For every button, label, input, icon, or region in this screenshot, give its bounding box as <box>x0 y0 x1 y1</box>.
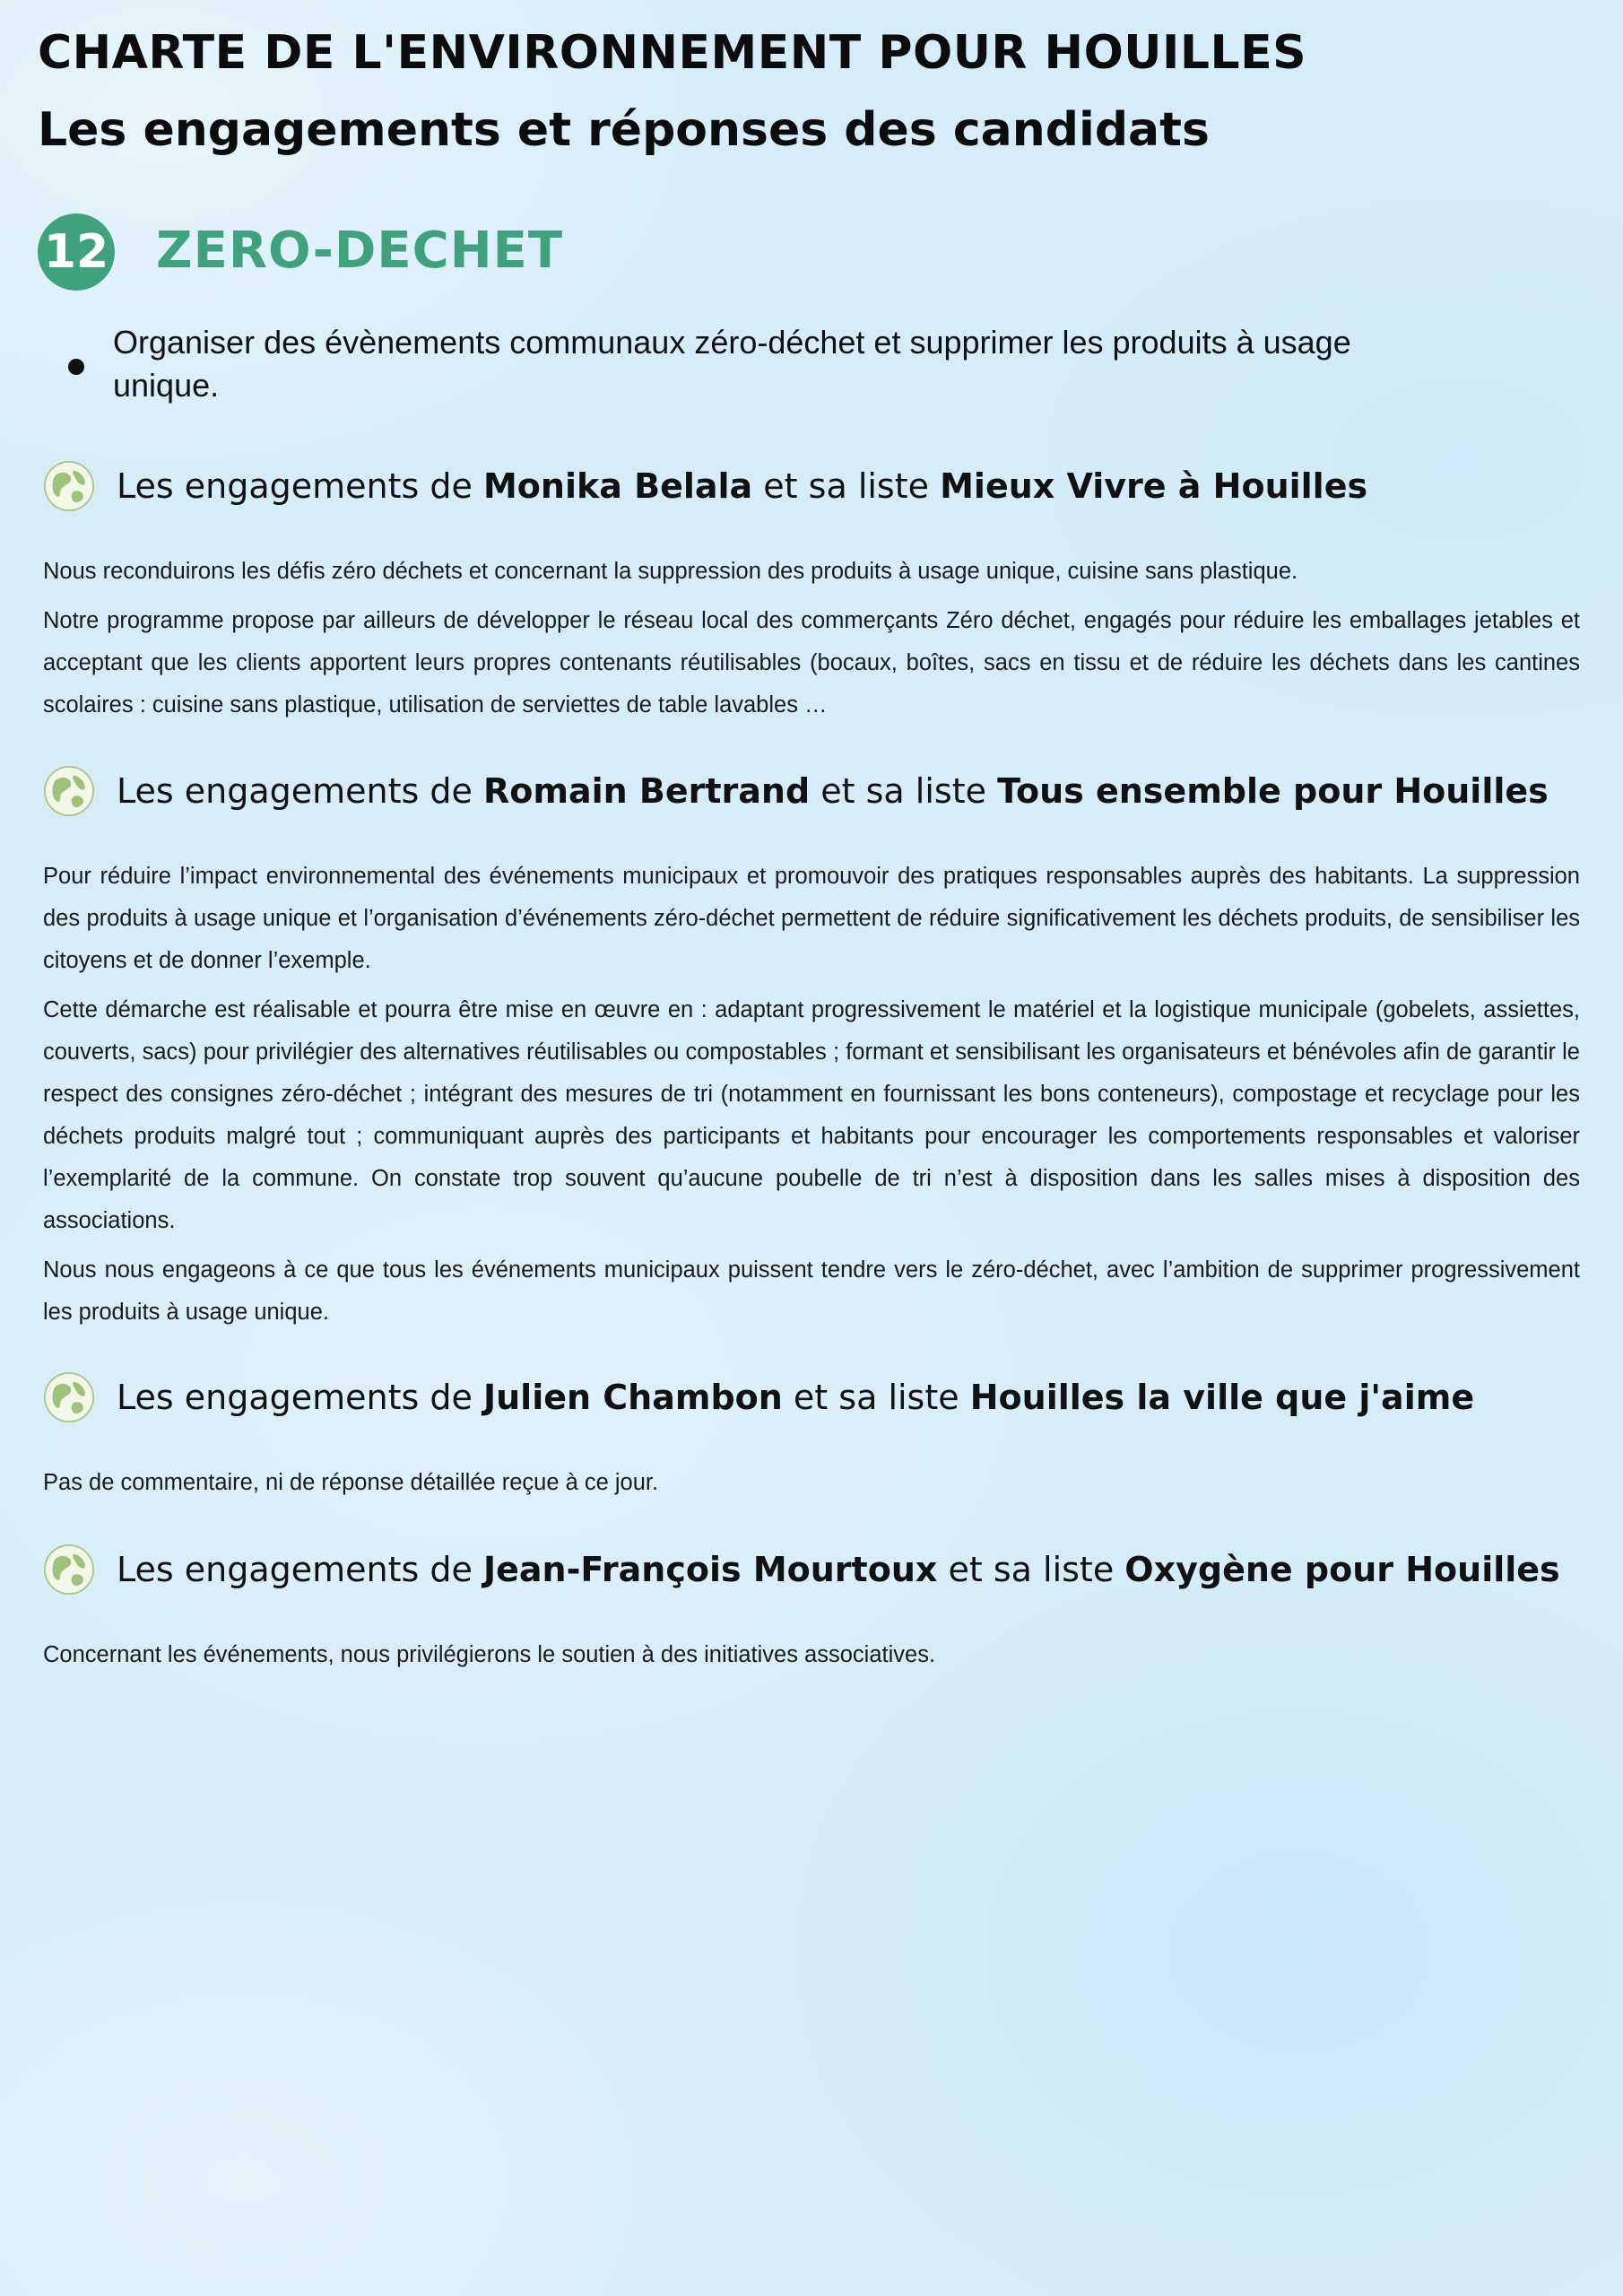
candidate-list-name: Houilles la ville que j'aime <box>969 1378 1475 1417</box>
section-number-badge: 12 <box>38 213 115 291</box>
heading-prefix: Les engagements de <box>117 1550 473 1589</box>
candidate-block-mourtoux <box>43 1541 1580 1683</box>
response-paragraph: Pas de commentaire, ni de réponse détaillée reçue à ce jour. <box>43 1470 659 1495</box>
response-paragraph: Notre programme propose par ailleurs de développer le réseau local des commerçants Zéro déchet, engagés pour réduire les emballages jetables et acceptant que les clients apportent leurs propres contenants réutilisables (bocaux, boîtes, sacs en tissu et de réduire les déchets dans les cantines scolaires : cuisine sans plastique, utilisation de serviettes de table lavables … <box>43 608 1580 718</box>
candidate-response <box>43 856 1580 1334</box>
candidate-name: Monika Belala <box>482 466 753 506</box>
objective-text: Organiser des évènements communaux zéro-déchet et supprimer les produits à usage unique. <box>113 324 1351 404</box>
heading-connector: et sa liste <box>948 1550 1115 1589</box>
candidate-response <box>43 1634 1580 1676</box>
candidate-block-chambon <box>43 1369 1580 1511</box>
section-title: ZERO-DECHET <box>156 222 564 280</box>
response-paragraph: Cette démarche est réalisable et pourra être mise en œuvre en : adaptant progressivement le matériel et la logistique municipale (gobelets, assiettes, couverts, sacs) pour privilégier des alternatives réutilisables ou compostables ; formant et sensibilisant les organisateurs et bénévoles afin de garantir le respect des consignes zéro-déchet ; intégrant des mesures de tri (notamment en fournissant les bons conteneurs), compostage et recyclage pour les déchets produits malgré tout ; communiquant auprès des participants et habitants pour encourager les comportements responsables et valoriser l’exemplarité de la commune. On constate trop souvent qu’aucune poubelle de tri n’est à disposition dans les salles mises à disposition des associations. <box>43 997 1580 1233</box>
globe-icon <box>43 1371 95 1423</box>
globe-icon <box>43 765 95 817</box>
document-subtitle: Les engagements et réponses des candidats <box>38 103 1210 157</box>
candidate-heading <box>117 762 1549 820</box>
response-paragraph: Nous reconduirons les défis zéro déchets et concernant la suppression des produits à usage unique, cuisine sans plastique. <box>43 559 1298 584</box>
document-title: CHARTE DE L'ENVIRONNEMENT POUR HOUILLES <box>38 26 1307 80</box>
objective-item <box>68 321 1395 407</box>
candidate-heading <box>117 1369 1474 1426</box>
candidate-block-bertrand <box>43 762 1580 1341</box>
heading-connector: et sa liste <box>793 1378 959 1417</box>
candidate-response <box>43 1462 1580 1504</box>
candidate-heading-row <box>43 457 1580 515</box>
candidate-name: Jean-François Mourtoux <box>482 1550 938 1589</box>
candidate-list-name: Mieux Vivre à Houilles <box>940 466 1368 506</box>
candidate-heading-row <box>43 1369 1580 1426</box>
heading-connector: et sa liste <box>763 466 930 506</box>
candidate-list-name: Tous ensemble pour Houilles <box>997 771 1549 811</box>
candidate-block-belala <box>43 457 1580 734</box>
heading-prefix: Les engagements de <box>117 466 473 506</box>
candidate-heading <box>117 1541 1560 1598</box>
response-paragraph: Nous nous engageons à ce que tous les événements municipaux puissent tendre vers le zéro-déchet, avec l’ambition de supprimer progressivement les produits à usage unique. <box>43 1257 1580 1325</box>
heading-prefix: Les engagements de <box>117 771 473 811</box>
candidate-name: Julien Chambon <box>482 1378 783 1417</box>
response-paragraph: Concernant les événements, nous privilégierons le soutien à des initiatives associatives. <box>43 1642 936 1667</box>
globe-icon <box>43 460 95 512</box>
candidate-response <box>43 551 1580 726</box>
response-paragraph: Pour réduire l’impact environnemental des événements municipaux et promouvoir des pratiques responsables auprès des habitants. La suppression des produits à usage unique et l’organisation d’événements zéro-déchet permettent de réduire significativement les déchets produits, de sensibiliser les citoyens et de donner l’exemple. <box>43 864 1580 973</box>
candidate-heading-row <box>43 1541 1580 1598</box>
candidate-name: Romain Bertrand <box>482 771 811 811</box>
candidate-heading-row <box>43 762 1580 820</box>
globe-icon <box>43 1544 95 1596</box>
heading-connector: et sa liste <box>820 771 986 811</box>
candidate-heading <box>117 457 1367 515</box>
bullet-icon <box>68 359 84 375</box>
candidate-list-name: Oxygène pour Houilles <box>1124 1550 1560 1589</box>
heading-prefix: Les engagements de <box>117 1378 473 1417</box>
